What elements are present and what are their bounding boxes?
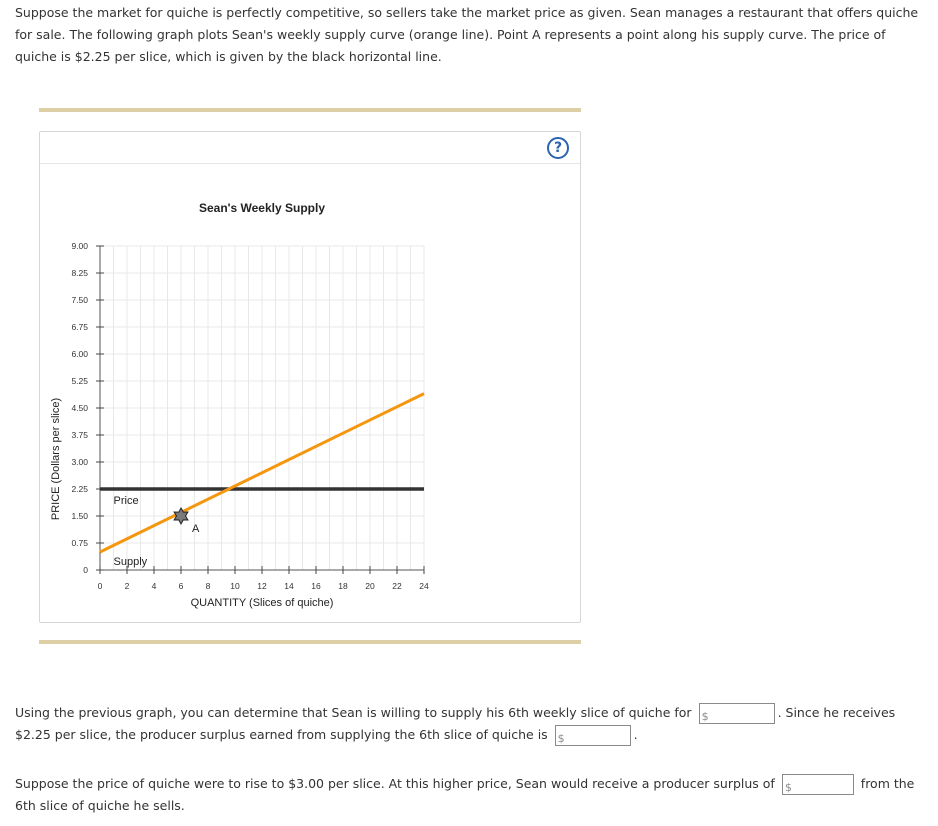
y-tick-label: 0.75: [71, 538, 88, 548]
top-divider: [39, 108, 581, 112]
graph-panel: [39, 131, 581, 623]
point-a-label: A: [192, 523, 200, 535]
question-paragraph-1: [15, 702, 920, 746]
x-tick-label: 12: [257, 581, 267, 591]
answer-field-3[interactable]: [782, 774, 854, 795]
q3-text-before: Suppose the price of quiche were to rise to $3.00 per slice. At this higher price, Sean would receive a producer surplus of: [15, 776, 775, 791]
y-tick-label: 3.75: [71, 430, 88, 440]
help-icon[interactable]: ?: [547, 137, 569, 159]
x-tick-label: 8: [205, 581, 211, 591]
x-tick-label: 4: [151, 581, 157, 591]
price-line-label: Price: [113, 495, 139, 507]
x-tick-label: 2: [124, 581, 130, 591]
x-tick-label: 18: [338, 581, 348, 591]
answer-field-1[interactable]: [699, 703, 775, 724]
x-tick-label: 14: [284, 581, 294, 591]
x-tick-label: 0: [97, 581, 103, 591]
x-tick-label: 20: [365, 581, 375, 591]
y-tick-label: 1.50: [71, 511, 88, 521]
y-tick-label: 0: [83, 565, 88, 575]
q3-text-after: from the 6th slice of quiche he sells.: [15, 776, 915, 813]
y-ticks: [71, 241, 104, 575]
currency-symbol: $: [701, 710, 709, 723]
bottom-divider: [39, 640, 581, 644]
currency-symbol: $: [557, 732, 565, 745]
chart-points: [174, 508, 200, 535]
y-tick-label: 7.50: [71, 295, 88, 305]
q1-text-after: . Since he receives $2.25 per slice, the producer surplus earned from supplying the 6th slice of quiche is: [15, 705, 896, 742]
y-tick-label: 2.25: [71, 484, 88, 494]
answer-input-3[interactable]: [796, 775, 852, 794]
intro-paragraph: Suppose the market for quiche is perfectly competitive, so sellers take the market price as given. Sean manages a restaurant that offers quiche for sale. The following graph plots Sean's weekly supply curve (orange line). Point A represents a point along his supply curve. The price of quiche is $2.25 per slice, which is given by the black horizontal line.: [15, 5, 919, 64]
y-axis-label: PRICE (Dollars per slice): [50, 397, 62, 521]
chart-title: Sean's Weekly Supply: [198, 201, 326, 215]
supply-chart[interactable]: [40, 132, 580, 622]
y-tick-label: 5.25: [71, 376, 88, 386]
question-paragraph-2: [15, 773, 920, 817]
y-tick-label: 3.00: [71, 457, 88, 467]
answer-field-2[interactable]: [555, 725, 631, 746]
supply-line-label: Supply: [113, 556, 148, 568]
currency-symbol: $: [784, 781, 792, 794]
x-tick-label: 22: [392, 581, 402, 591]
y-tick-label: 6.75: [71, 322, 88, 332]
y-tick-label: 8.25: [71, 268, 88, 278]
q1-text-before: Using the previous graph, you can determine that Sean is willing to supply his 6th weekly slice of quiche for: [15, 705, 692, 720]
q2-text-after: .: [633, 727, 638, 742]
answer-input-2[interactable]: [569, 726, 629, 745]
chart-grid: [100, 246, 424, 570]
answer-input-1[interactable]: [713, 704, 773, 723]
x-axis-label: QUANTITY (Slices of quiche): [190, 597, 334, 609]
x-tick-label: 24: [419, 581, 429, 591]
y-tick-label: 6.00: [71, 349, 88, 359]
y-tick-label: 9.00: [71, 241, 88, 251]
y-tick-label: 4.50: [71, 403, 88, 413]
x-tick-label: 6: [178, 581, 184, 591]
x-tick-label: 16: [311, 581, 321, 591]
x-tick-label: 10: [230, 581, 240, 591]
